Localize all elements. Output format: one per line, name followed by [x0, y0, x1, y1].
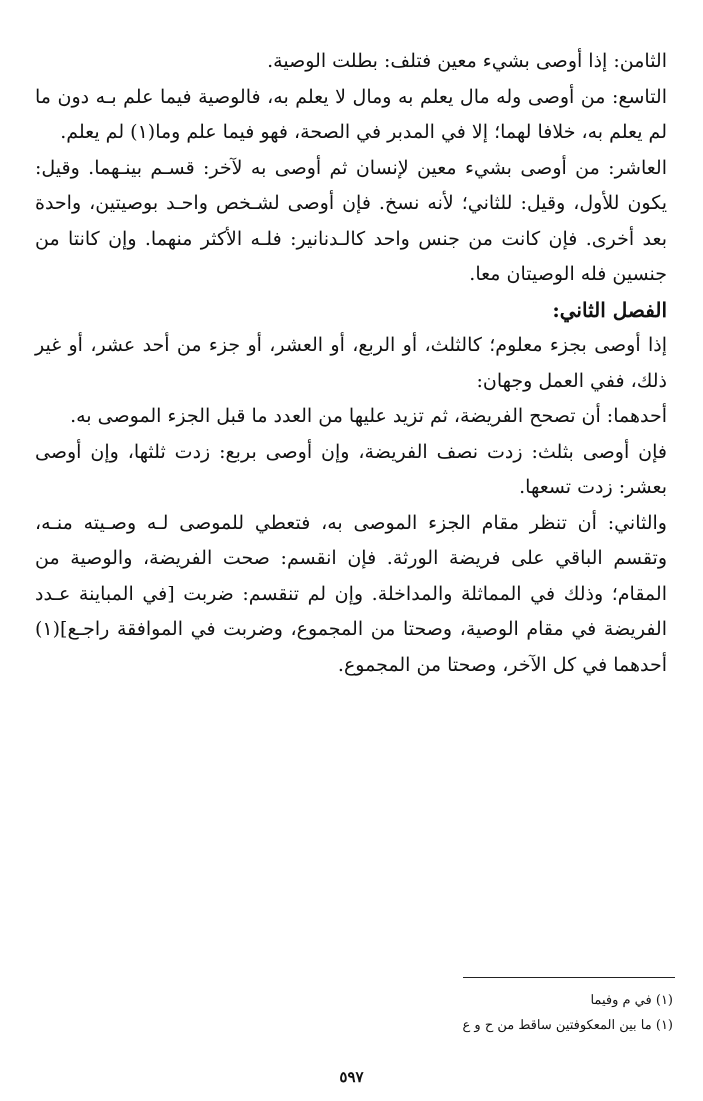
paragraph-known-share: إذا أوصى بجزء معلوم؛ كالثلث، أو الربع، أو العشر، أو جزء من أحد عشر، أو غير ذلك، ففي العمل وجهان: [35, 334, 667, 392]
section-heading: الفصل الثاني: [552, 297, 667, 322]
paragraph-ninth: التاسع: من أوصى وله مال يعلم به ومال لا يعلم به، فالوصية فيما علم بـه دون ما لم يعلم به، خلافا لهما؛ إلا في المدبر في الصحة، فهو فيما علم وما(١) لم يعلم. [35, 85, 667, 143]
paragraph-second-method: والثاني: أن تنظر مقام الجزء الموصى به، فتعطي للموصى لـه وصـيته منـه، وتقسم الباقي على فريضة الورثة. فإن انقسم: صحت الفريضة، والوصية من المقام؛ وذلك في المماثلة والمداخلة. وإن لم تنقسم: ضربت [في المباينة عـدد الفريضة في مقام الوصية، وصحتا من المجموع، وضربت في الموافقة راجـع](١) أحدهما في كل الآخر، وصحتا من المجموع. [35, 511, 667, 676]
paragraph-tenth: العاشر: من أوصى بشيء معين لإنسان ثم أوصى به لآخر: قسـم بينـهما. وقيل: يكون للأول، وقيل: للثاني؛ لأنه نسخ. فإن أوصى لشـخص واحـد بوصيتين، واحدة بعد أخرى. فإن كانت من جنس واحد كالـدنانير: فلـه الأكثر منهما. وإن كانتا من جنسين فله الوصيتان معا. [35, 156, 667, 285]
paragraph-first-method: أحدهما: أن تصحح الفريضة، ثم تزيد عليها من العدد ما قبل الجزء الموصى به. [70, 405, 667, 427]
paragraph-eighth: الثامن: إذا أوصى بشيء معين فتلف: بطلت الوصية. [267, 50, 667, 72]
footnotes [173, 988, 673, 1038]
paragraph-examples: فإن أوصى بثلث: زدت نصف الفريضة، وإن أوصى بربع: زدت ثلثها، وإن أوصى بعشر: زدت تسعها. [35, 440, 667, 498]
footnote-divider [463, 977, 675, 978]
page-number: ٥٩٧ [339, 1068, 364, 1086]
footnote-item: (١) في م وفيما [590, 993, 673, 1008]
footnote-item: (١) ما بين المعكوفتين ساقط من ح و ع [462, 1018, 673, 1033]
main-text [35, 44, 667, 683]
